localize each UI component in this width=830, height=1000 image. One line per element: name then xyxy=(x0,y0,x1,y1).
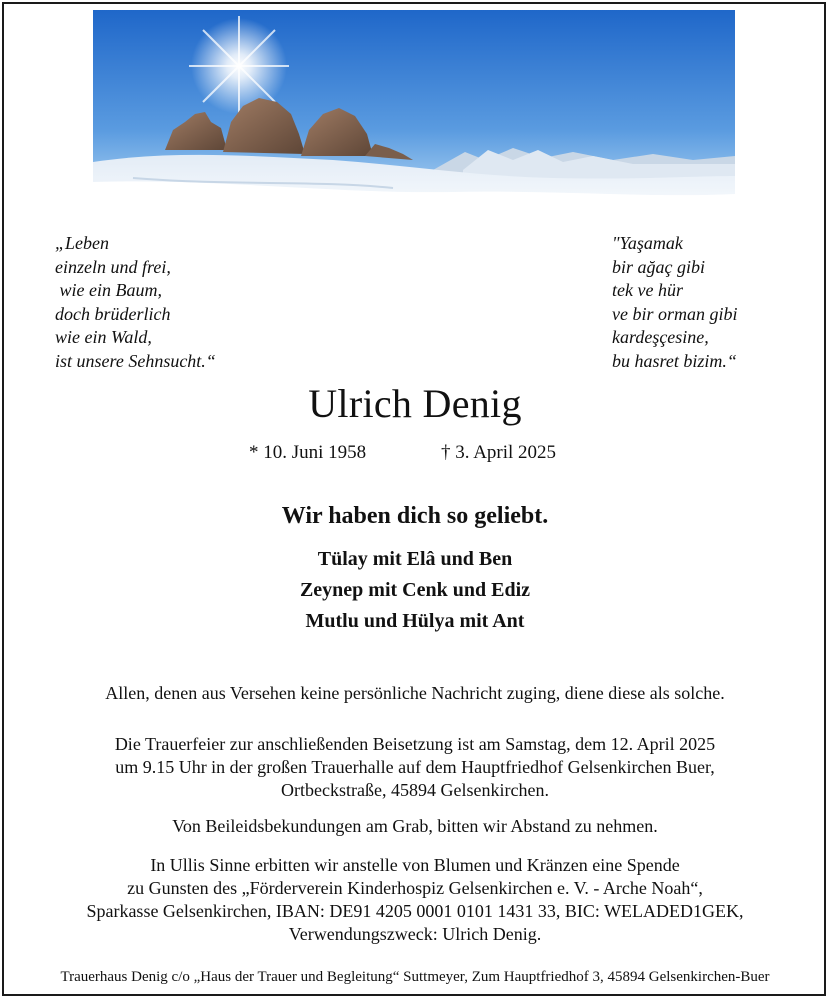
poem-line: wie ein Baum, xyxy=(55,280,162,300)
ceremony-line: Die Trauerfeier zur anschließenden Beisetzung ist am Samstag, dem 12. April 2025 xyxy=(114,734,716,754)
poem-line: bu hasret bizim.“ xyxy=(612,350,737,371)
poem-german xyxy=(55,232,216,373)
mourner-line: Zeynep mit Cenk und Ediz xyxy=(299,579,531,601)
poem-line: wie ein Wald, xyxy=(55,327,152,347)
poem-line: doch brüderlich xyxy=(55,303,171,324)
mourner-line: Tülay mit Elâ und Ben xyxy=(317,548,513,570)
birth-date: * 10. Juni 1958 xyxy=(249,442,367,463)
ceremony-line: Ortbeckstraße, 45894 Gelsenkirchen. xyxy=(281,780,549,800)
donation-line: zu Gunsten des „Förderverein Kinderhospiz Gelsenkirchen e. V. - Arche Noah“, xyxy=(127,878,703,898)
donation-line: Sparkasse Gelsenkirchen, IBAN: DE91 4205 0001 0101 1431 33, BIC: WELADED1GEK, xyxy=(86,901,744,921)
death-date: † 3. April 2025 xyxy=(441,442,557,463)
donation-info xyxy=(0,854,830,946)
donation-line: In Ullis Sinne erbitten wir anstelle von Blumen und Kränzen eine Spende xyxy=(150,855,680,875)
condolence-note: Von Beileidsbekundungen am Grab, bitten wir Abstand zu nehmen. xyxy=(172,816,658,836)
poem-line: "Yaşamak xyxy=(612,233,683,253)
mourner-line: Mutlu und Hülya mit Ant xyxy=(305,610,525,632)
ceremony-info xyxy=(0,733,830,802)
donation-line: Verwendungszweck: Ulrich Denig. xyxy=(288,924,542,944)
ceremony-line: um 9.15 Uhr in der großen Trauerhalle auf dem Hauptfriedhof Gelsenkirchen Buer, xyxy=(115,757,715,777)
poem-line: „Leben xyxy=(55,233,109,253)
mountain-snow-sun-image xyxy=(93,10,735,210)
motto: Wir haben dich so geliebt. xyxy=(281,503,549,529)
deceased-name: Ulrich Denig xyxy=(308,381,522,426)
poem-line: einzeln und frei, xyxy=(55,256,171,277)
poem-line: kardeşçesine, xyxy=(612,327,709,347)
funeral-home-address: Trauerhaus Denig c/o „Haus der Trauer und Begleitung“ Suttmeyer, Zum Hauptfriedhof 3, 45894 Gelsenkirchen-Buer xyxy=(60,969,770,985)
poem-line: ist unsere Sehnsucht.“ xyxy=(55,350,216,371)
poem-line: bir ağaç gibi xyxy=(612,256,705,277)
mourners-list xyxy=(0,544,830,637)
poem-line: tek ve hür xyxy=(612,280,683,300)
poem-turkish xyxy=(612,232,738,373)
poem-line: ve bir orman gibi xyxy=(612,303,738,324)
no-message-note: Allen, denen aus Versehen keine persönliche Nachricht zuging, diene diese als solche. xyxy=(105,683,725,703)
